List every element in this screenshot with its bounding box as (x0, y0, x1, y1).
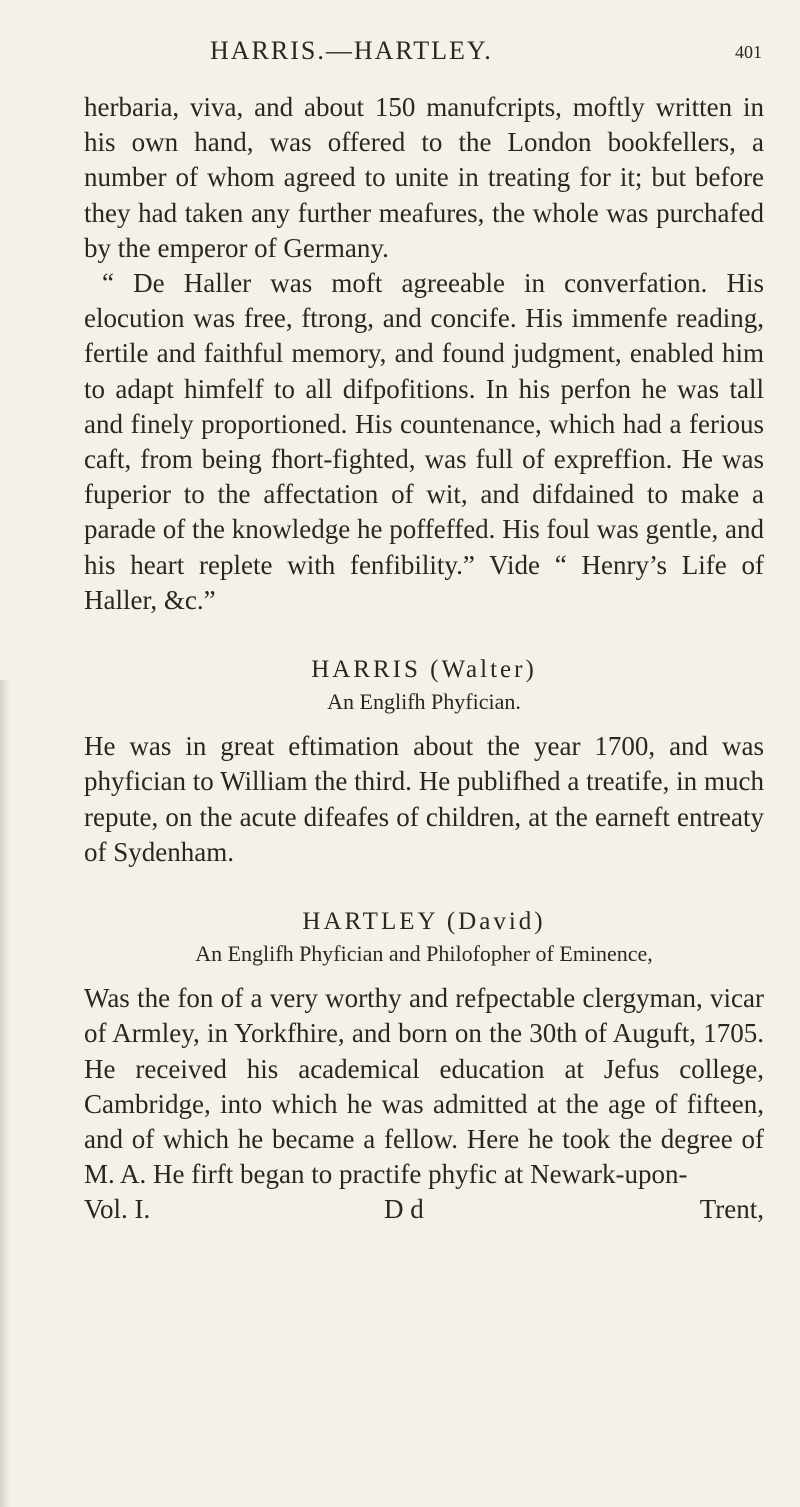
page-footer (84, 1192, 764, 1228)
page-edge-shadow (0, 680, 10, 1507)
entry-description: An Englifh Phyfician. (327, 689, 521, 715)
entry-heading: HARRIS (Walter) (311, 656, 537, 684)
signature-mark: D d (384, 1194, 424, 1225)
entry-text-hartley: Was the fon of a very worthy and refpectable clergyman, vicar of Armley, in Yorkfhire, and born on the 30th of Auguft, 1705. He received his academical education at Jefus college, Cambridge, into which he was admitted at the age of fifteen, and of which he became a fellow. Here he took the degree of M. A. He firft began to practife phyfic at Newark-upon- (84, 983, 764, 1190)
catchword: Trent, (699, 1194, 764, 1225)
continuation-paragraph: herbaria, viva, and about 150 manufcripts, moftly written in his own hand, was offered to the London bookfellers, a number of whom agreed to unite in treating for it; but before they had taken any further meafures, the whole was purchafed by the emperor of Germany. (84, 92, 764, 263)
page-number: 401 (735, 42, 762, 62)
entry-hartley (84, 904, 764, 969)
entry-heading: HARTLEY (David) (302, 908, 546, 936)
entry-text-harris: He was in great eftimation about the year 1700, and was phyfician to William the third. He publifhed a treatife, in much repute, on the acute difeafes of children, at the earneft entreaty of Sydenham. (84, 731, 764, 867)
body-text (84, 90, 764, 1228)
page-header (0, 36, 800, 76)
quote-paragraph: “ De Haller was moft agreeable in converfation. His elocution was free, ftrong, and concife. His immenfe reading, fertile and faithful memory, and found judgment, enabled him to adapt himfelf to all difpofitions. In his perfon he was tall and finely proportioned. His countenance, which had a ferious caft, from being fhort-fighted, was full of expreffion. He was fuperior to the affectation of wit, and difdained to make a parade of the knowledge he poffeffed. His foul was gentle, and his heart replete with fenfibility.” Vide “ Henry’s Life of Haller, &c.” (84, 268, 764, 615)
volume-label: Vol. I. (84, 1194, 151, 1225)
entry-description: An Englifh Phyfician and Philofopher of Eminence, (195, 941, 653, 967)
running-head: HARRIS.—HARTLEY. (210, 36, 493, 65)
entry-harris (84, 652, 764, 717)
